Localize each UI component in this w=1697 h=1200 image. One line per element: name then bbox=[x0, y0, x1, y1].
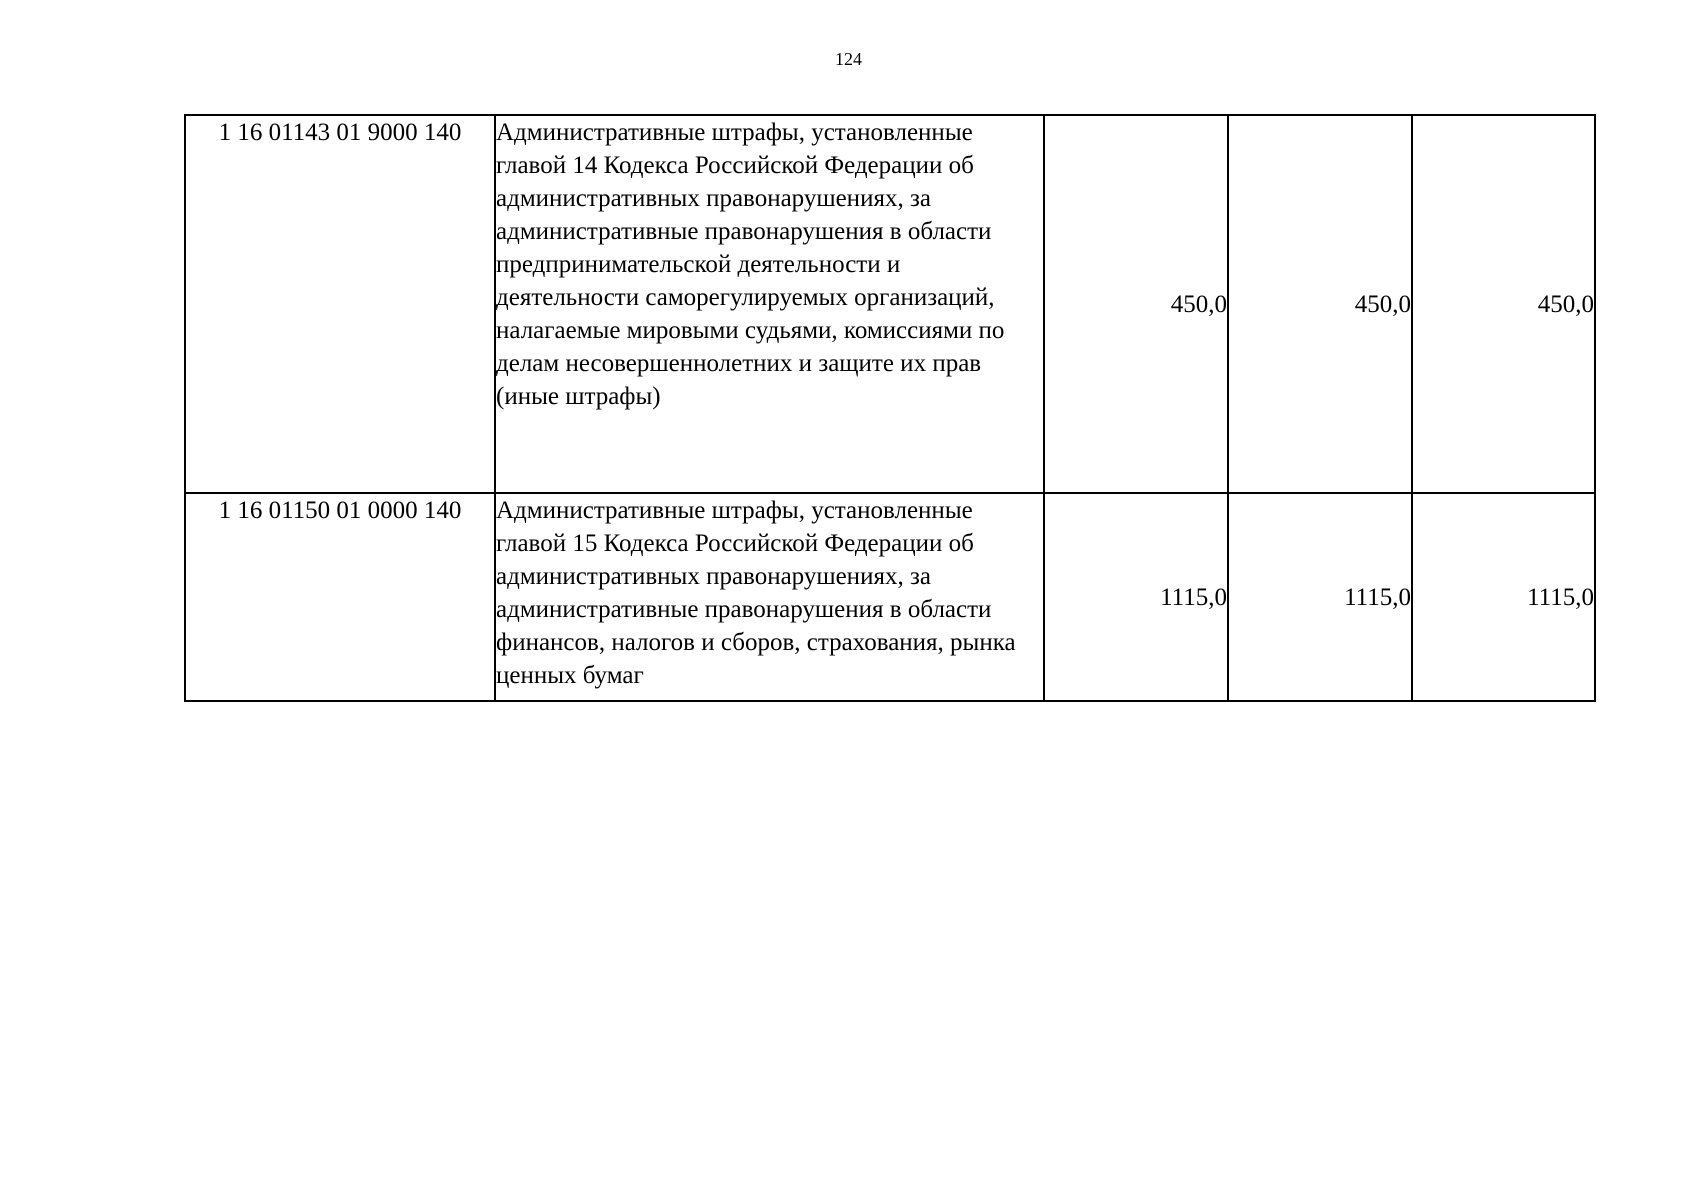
budget-code-cell: 1 16 01143 01 9000 140 bbox=[185, 115, 495, 493]
amount-cell-3: 450,0 bbox=[1412, 115, 1595, 493]
amount-cell-2: 1115,0 bbox=[1228, 493, 1412, 701]
amount-cell-1: 450,0 bbox=[1044, 115, 1228, 493]
amount-cell-1: 1115,0 bbox=[1044, 493, 1228, 701]
revenue-name-cell: Административные штрафы, установленные главой 14 Кодекса Российской Федерации об административных правонарушениях, за административные правонарушения в области предпринимательской деятельности и деятельности саморегулируемых организаций, налагаемые мировыми судьями, комиссиями по делам несовершеннолетних и защите их прав (иные штрафы) bbox=[495, 115, 1044, 493]
table-row bbox=[185, 493, 1595, 701]
budget-table bbox=[184, 114, 1596, 702]
budget-code-cell: 1 16 01150 01 0000 140 bbox=[185, 493, 495, 701]
amount-cell-2: 450,0 bbox=[1228, 115, 1412, 493]
page-number: 124 bbox=[835, 49, 862, 69]
table-row bbox=[185, 115, 1595, 493]
amount-cell-3: 1115,0 bbox=[1412, 493, 1595, 701]
revenue-name-cell: Административные штрафы, установленные главой 15 Кодекса Российской Федерации об административных правонарушениях, за административные правонарушения в области финансов, налогов и сборов, страхования, рынка ценных бумаг bbox=[495, 493, 1044, 701]
